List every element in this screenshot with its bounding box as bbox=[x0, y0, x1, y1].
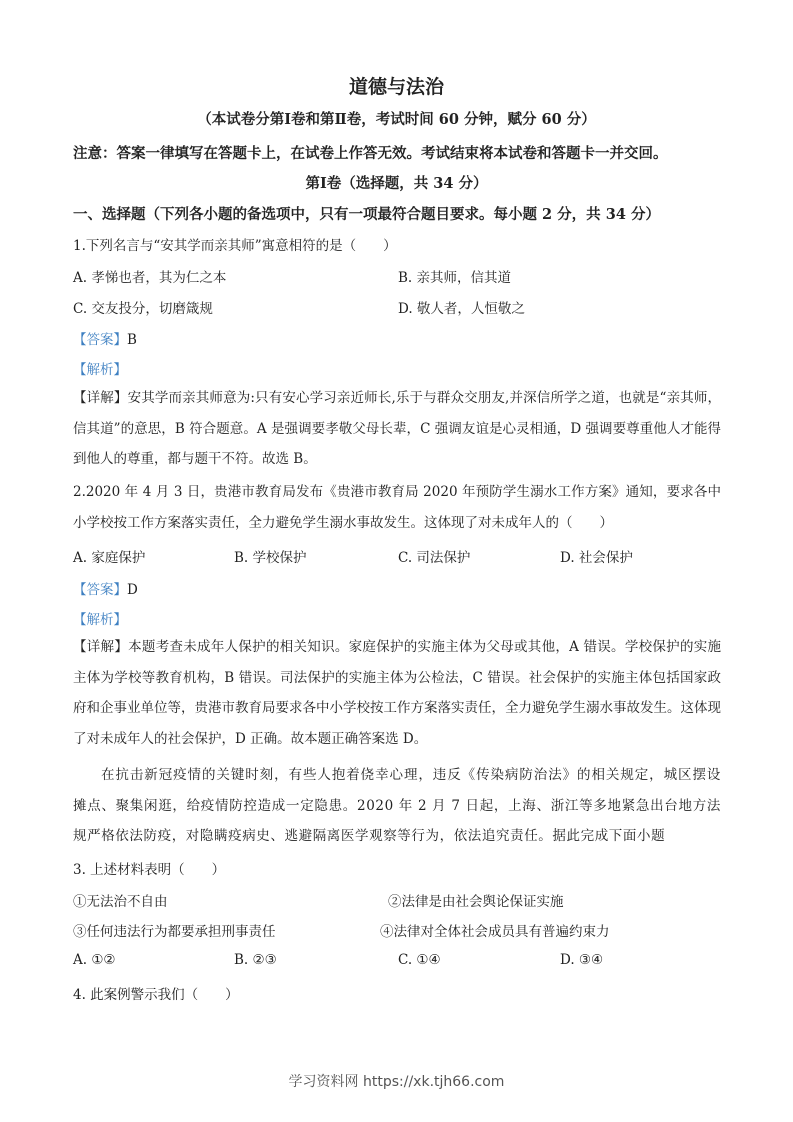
question-3-stem: 3. 上述材料表明（ ） bbox=[73, 862, 226, 878]
question-4-stem: 4. 此案例警示我们（ ） bbox=[73, 987, 239, 1003]
q1-detail bbox=[73, 383, 721, 475]
q2-detail-text: 本题考查未成年人保护的相关知识。家庭保护的实施主体为父母或其他，A 错误。学校保护的实施主体为学校等教育机构，B 错误。司法保护的实施主体为公检法，C 错误。社会保护的实施主体包括国家政府和企事业单位等，贵港市教育局要求各中小学校按工作方案落实责任，全力避免学生溺水事故发生。这体现了对未成年人的社会保护，D 正确。故本题正确答案选 D。 bbox=[73, 639, 722, 747]
q2-option-d: D. 社会保护 bbox=[560, 550, 633, 566]
detail-tag: 【详解】 bbox=[73, 639, 129, 655]
q3-option-c: C. ①④ bbox=[398, 952, 441, 968]
material-passage: 在抗击新冠疫情的关键时刻，有些人抱着侥幸心理，违反《传染病防治法》的相关规定，城区摆设摊点、聚集闲逛，给疫情防控造成一定隐患。2020 年 2 月 7 日起，上海、浙江等多地紧急出台地方法规严格依法防疫，对隐瞒疫病史、逃避隔离医学观察等行为，依法追究责任。据此完成下面小题 bbox=[73, 767, 721, 844]
q3-option-d: D. ③④ bbox=[560, 952, 604, 968]
q1-option-b: B. 亲其师，信其道 bbox=[398, 270, 512, 286]
q1-answer: B bbox=[127, 332, 137, 348]
q1-option-a: A. 孝悌也者，其为仁之本 bbox=[73, 270, 227, 286]
volume-heading: 第Ⅰ卷（选择题，共 34 分） bbox=[305, 175, 488, 192]
page-title: 道德与法治 bbox=[348, 76, 444, 98]
q3-statement-3: ③任何违法行为都要承担刑事责任 bbox=[73, 924, 276, 940]
q3-statement-2: ②法律是由社会舆论保证实施 bbox=[388, 894, 564, 910]
question-2-stem: 2.2020 年 4 月 3 日，贵港市教育局发布《贵港市教育局 2020 年预防学生溺水工作方案》通知，要求各中小学校按工作方案落实责任，全力避免学生溺水事故发生。这体现了对未成年人的（ ） bbox=[73, 484, 721, 531]
q1-detail-text: 安其学而亲其师意为:只有安心学习亲近师长,乐于与群众交朋友,并深信所学之道，也就是“亲其师，信其道”的意思，B 符合题意。A 是强调要孝敬父母长辈，C 强调友谊是心灵相通，D 强调要尊重他人才能得到他人的尊重，都与题干不符。故选 B。 bbox=[73, 390, 722, 467]
section-heading: 一、选择题（下列各小题的备选项中，只有一项最符合题目要求。每小题 2 分，共 34 分） bbox=[73, 206, 660, 223]
q1-answer-line bbox=[73, 328, 137, 348]
q2-option-b: B. 学校保护 bbox=[234, 550, 307, 566]
q3-option-a: A. ①② bbox=[73, 952, 116, 968]
q3-statement-1: ①无法治不自由 bbox=[73, 894, 168, 910]
q2-option-c: C. 司法保护 bbox=[398, 550, 471, 566]
page-footer: 学习资料网 https://xk.tjh66.com bbox=[288, 1074, 505, 1090]
question-1-stem: 1.下列名言与“安其学而亲其师”寓意相符的是（ ） bbox=[73, 238, 397, 254]
q1-option-d: D. 敬人者，人恒敬之 bbox=[398, 301, 525, 317]
detail-tag: 【详解】 bbox=[73, 390, 128, 406]
q3-statement-4: ④法律对全体社会成员具有普遍约束力 bbox=[380, 924, 610, 940]
answer-tag: 【答案】 bbox=[73, 582, 127, 598]
q2-option-a: A. 家庭保护 bbox=[73, 550, 146, 566]
q2-answer-line bbox=[73, 578, 138, 598]
exam-subtitle: （本试卷分第Ⅰ卷和第Ⅱ卷，考试时间 60 分钟，赋分 60 分） bbox=[197, 111, 596, 128]
q2-detail bbox=[73, 632, 721, 754]
q1-option-c: C. 交友投分，切磨箴规 bbox=[73, 301, 213, 317]
exam-notice: 注意：答案一律填写在答题卡上，在试卷上作答无效。考试结束将本试卷和答题卡一并交回。 bbox=[73, 145, 668, 162]
q3-option-b: B. ②③ bbox=[234, 952, 277, 968]
q2-answer: D bbox=[127, 582, 138, 598]
q1-analysis-tag: 【解析】 bbox=[73, 362, 127, 378]
answer-tag: 【答案】 bbox=[73, 332, 127, 348]
q2-analysis-tag: 【解析】 bbox=[73, 612, 127, 628]
